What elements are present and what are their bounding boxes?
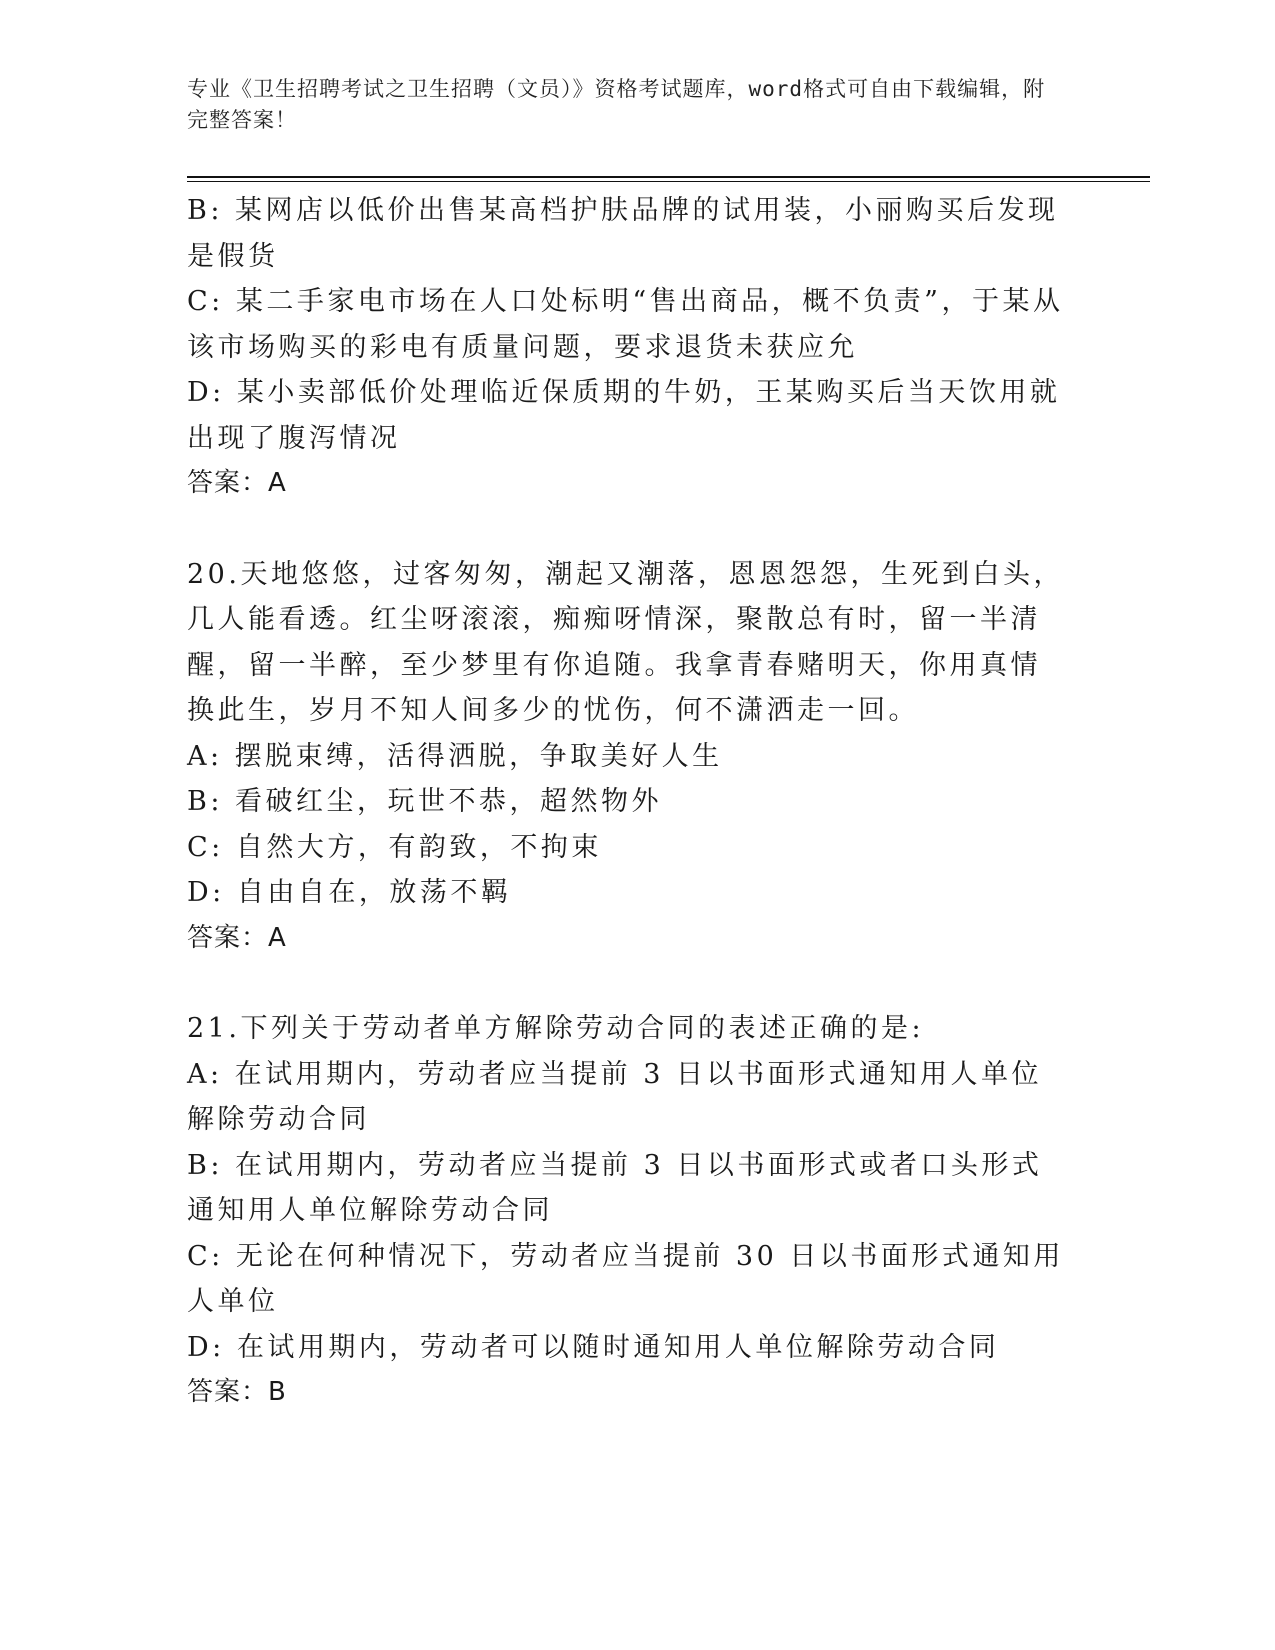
q21-answer: 答案：B <box>187 1377 287 1407</box>
q20-answer: 答案：A <box>187 922 287 953</box>
q19-option-b: B: 某网店以低价出售某高档护肤品牌的试用装，小丽购买后发现是假货 <box>187 195 1059 272</box>
q21-stem: 21.下列关于劳动者单方解除劳动合同的表述正确的是: <box>187 1013 925 1044</box>
header-divider-thick <box>187 176 1150 178</box>
q19-option-c: C: 某二手家电市场在人口处标明“售出商品，概不负责”，于某从该市场购买的彩电有质量问题，要求退货未获应允 <box>187 286 1064 363</box>
question-content <box>187 188 1067 1416</box>
q19-option-d: D: 某小卖部低价处理临近保质期的牛奶，王某购买后当天饮用就出现了腹泻情况 <box>187 377 1061 454</box>
question-gap <box>187 961 1067 1006</box>
q21-option-d: D: 在试用期内，劳动者可以随时通知用人单位解除劳动合同 <box>187 1331 1000 1363</box>
question-gap <box>187 507 1067 552</box>
q21-option-b: B: 在试用期内，劳动者应当提前 3 日以书面形式或者口头形式通知用人单位解除劳动合同 <box>187 1149 1043 1226</box>
question-19 <box>187 188 1067 507</box>
q21-option-c: C: 无论在何种情况下，劳动者应当提前 30 日以书面形式通知用人单位 <box>187 1240 1064 1317</box>
question-21 <box>187 1006 1067 1416</box>
q21-option-a: A: 在试用期内，劳动者应当提前 3 日以书面形式通知用人单位解除劳动合同 <box>187 1058 1043 1135</box>
q20-stem: 20.天地悠悠，过客匆匆，潮起又潮落，恩恩怨怨，生死到白头，几人能看透。红尘呀滚滚，痴痴呀情深，聚散总有时，留一半清醒，留一半醉，至少梦里有你追随。我拿青春赌明天，你用真情换此生，岁月不知人间多少的忧伤，何不潇洒走一回。 <box>187 558 1064 726</box>
page-header: 专业《卫生招聘考试之卫生招聘（文员）》资格考试题库，word格式可自由下载编辑，附完整答案！ <box>187 77 1046 132</box>
q20-option-c: C: 自然大方，有韵致，不拘束 <box>187 831 602 863</box>
q20-option-d: D: 自由自在，放荡不羁 <box>187 877 512 908</box>
q19-answer: 答案：A <box>187 468 287 498</box>
question-20 <box>187 552 1067 962</box>
q20-option-b: B: 看破红尘，玩世不恭，超然物外 <box>187 786 663 817</box>
q20-option-a: A: 摆脱束缚，活得洒脱，争取美好人生 <box>187 740 723 772</box>
header-divider-thin <box>187 181 1150 182</box>
